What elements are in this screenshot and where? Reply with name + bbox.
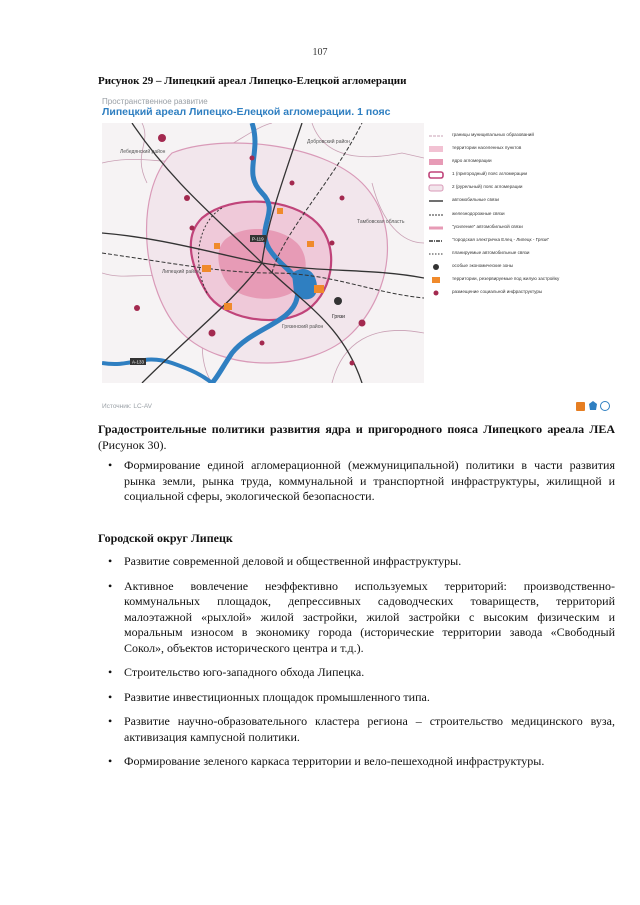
legend-label: территории, резервируемые под жилую застройку xyxy=(452,276,560,282)
rail-icon xyxy=(428,211,444,219)
planned-road-icon xyxy=(428,250,444,258)
belt1-icon xyxy=(428,171,444,179)
agglomeration-map xyxy=(102,123,424,383)
legend-item-core xyxy=(428,156,608,169)
map-label-dobrovsky: Добровский район xyxy=(307,139,350,145)
settlement-icon xyxy=(428,145,444,153)
core-icon xyxy=(428,158,444,166)
legend-label: особые экономические зоны xyxy=(452,262,514,268)
figure-subtitle: Пространственное развитие xyxy=(102,97,208,106)
section2-heading: Городской округ Липецк xyxy=(98,531,233,545)
legend-label: 2 (рурельный) пояс агломерации xyxy=(452,184,523,190)
belt2-icon xyxy=(428,184,444,192)
list-item: • Развитие инвестиционных площадок промышленного типа. xyxy=(98,690,615,706)
legend-item-road-upgrade xyxy=(428,222,608,235)
road-upgrade-icon xyxy=(428,224,444,232)
list-item: • Развитие научно-образовательного кластера региона – строительство медицинского вуза, активизация кампусной политики. xyxy=(98,714,615,745)
sez-marker xyxy=(334,297,342,305)
round-logo-icon xyxy=(600,401,610,411)
boundary-icon xyxy=(428,132,444,140)
legend-item-sez xyxy=(428,261,608,274)
map-label-lebedyan: Лебедянский район xyxy=(120,149,166,155)
emblem-icon xyxy=(588,401,598,411)
legend-label: ядро агломерации xyxy=(452,158,492,164)
legend-label: "городская электричка Елец - Липецк - Грязи" xyxy=(452,236,550,242)
section2-bullets xyxy=(98,554,615,779)
list-item: • Формирование зеленого каркаса территории и вело-пешеходной инфраструктуры. xyxy=(98,754,615,770)
legend-label: "усиление" автомобильной связи xyxy=(452,223,523,229)
road-icon xyxy=(428,197,444,205)
map-legend xyxy=(428,130,608,300)
social-icon xyxy=(428,289,444,297)
map-label-gryazi: Грязи xyxy=(332,314,345,320)
legend-label: планируемые автомобильные связи xyxy=(452,249,530,255)
page-number: 107 xyxy=(312,47,328,58)
road-label-a133: А-133 xyxy=(132,359,145,365)
section1-heading-bold: Градостроительные политики развития ядра и пригородного пояса Липецкого ареала ЛЕА xyxy=(98,422,615,436)
legend-item-boundary xyxy=(428,130,608,143)
logo-icon xyxy=(576,402,585,411)
figure-caption: Рисунок 29 – Липецкий ареал Липецко-Елецкой агломерации xyxy=(98,75,407,87)
figure-source: Источник: LC-AV xyxy=(102,403,153,410)
legend-label: железнодорожные связи xyxy=(452,210,505,216)
legend-label: автомобильные связи xyxy=(452,197,500,203)
section1-heading-suffix: (Рисунок 30). xyxy=(98,437,167,452)
map-label-tambov: Тамбовская область xyxy=(357,219,405,225)
legend-item-city-train xyxy=(428,235,608,248)
legend-item-reserve xyxy=(428,274,608,287)
road-label-r119: Р-119 xyxy=(252,236,264,242)
section1-heading xyxy=(98,422,615,453)
sez-icon xyxy=(428,263,444,271)
legend-item-planned-road xyxy=(428,248,608,261)
legend-item-social xyxy=(428,287,608,300)
list-item: • Строительство юго-западного обхода Липецка. xyxy=(98,665,615,681)
figure-title: Липецкий ареал Липецко-Елецкой агломерации. 1 пояс xyxy=(102,106,391,118)
legend-item-road xyxy=(428,195,608,208)
list-item: • Развитие современной деловой и общественной инфраструктуры. xyxy=(98,554,615,570)
map-label-lipetsk-district: Липецкий район xyxy=(162,269,200,275)
legend-label: территории населенных пунктов xyxy=(452,145,522,151)
list-item: • Активное вовлечение неэффективно используемых территорий: производственно-коммунальных площадок, депрессивных садоводческих товариществ, территорий малоэтажной «рыхлой» жилой застройки, жилой застройки с высоким физическим и моральным износом в экономику города (исторические территории завода «Свободный Сокол», объектов исторического центра и т.д.). xyxy=(98,579,615,657)
list-item: • Формирование единой агломерационной (межмуниципальной) политики в части развития рынка земли, рынка труда, коммунальной и транспортной инфраструктуры, жилищной и социальной сферы, экологической безопасности. xyxy=(98,458,615,505)
legend-label: границы муниципальных образований xyxy=(452,132,534,137)
reserve-icon xyxy=(428,276,444,284)
legend-item-rail xyxy=(428,209,608,222)
city-train-icon xyxy=(428,237,444,245)
legend-item-settlement xyxy=(428,143,608,156)
legend-label: размещение социальной инфраструктуры xyxy=(452,289,543,295)
figure xyxy=(98,93,612,415)
legend-label: 1 (пригородный) пояс агломерации xyxy=(452,171,528,177)
legend-item-belt2 xyxy=(428,182,608,195)
section1-bullets xyxy=(98,458,615,514)
map-label-gryazinsky: Грязинский район xyxy=(282,324,324,330)
legend-item-belt1 xyxy=(428,169,608,182)
